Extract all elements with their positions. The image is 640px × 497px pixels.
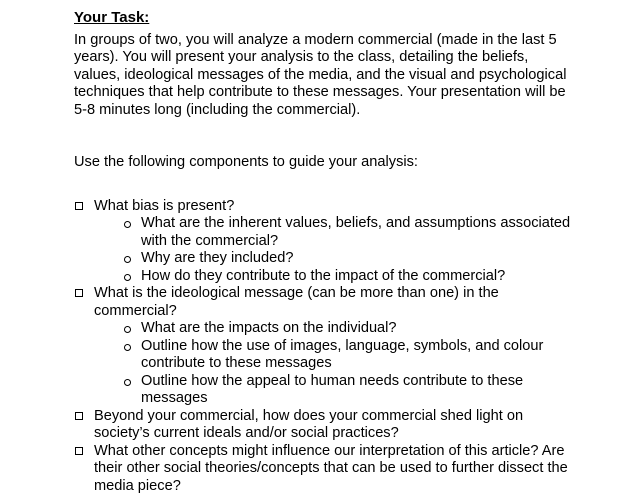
checklist-item — [74, 198, 574, 286]
sub-list-item — [122, 268, 574, 286]
sub-list-item-text: Outline how the use of images, language, symbols, and colour contribute to these messages — [141, 337, 544, 371]
checklist-item-text: What bias is present? — [94, 197, 235, 214]
checklist-item-text: What other concepts might influence our interpretation of this article? Are their other social theories/concepts that can be used to further dissect the media piece? — [94, 442, 568, 494]
checklist-item-text: What is the ideological message (can be more than one) in the commercial? — [94, 285, 499, 319]
hollow-bullet-icon — [124, 221, 131, 228]
hollow-bullet-icon — [124, 256, 131, 263]
components-lead-text: Use the following components to guide your analysis: — [74, 154, 418, 170]
sub-list — [94, 215, 574, 285]
task-document — [74, 9, 574, 495]
checkbox-icon — [75, 202, 83, 210]
hollow-bullet-icon — [124, 379, 131, 386]
checklist-item — [74, 285, 574, 408]
sub-list-item — [122, 215, 574, 250]
sub-list-item-text: What are the inherent values, beliefs, and assumptions associated with the commercial? — [141, 215, 571, 249]
checklist — [74, 198, 574, 496]
sub-list — [94, 320, 574, 408]
checklist-item — [74, 443, 574, 496]
task-heading: Your Task: — [74, 9, 150, 26]
task-intro-paragraph: In groups of two, you will analyze a modern commercial (made in the last 5 years). You will present your analysis to the class, detailing the beliefs, values, ideological messages of the media, and the visual and psychological techniques that help contribute to these messages. Your presentation will be 5-8 minutes long (including the commercial). — [74, 31, 567, 118]
checklist-item-text: Beyond your commercial, how does your commercial shed light on society’s current ideals and/or social practices? — [94, 407, 524, 441]
sub-list-item-text: How do they contribute to the impact of the commercial? — [141, 267, 506, 284]
checkbox-icon — [75, 412, 83, 420]
hollow-bullet-icon — [124, 326, 131, 333]
sub-list-item — [122, 373, 574, 408]
hollow-bullet-icon — [124, 274, 131, 281]
checklist-item — [74, 408, 574, 443]
sub-list-item — [122, 338, 574, 373]
sub-list-item-text: Outline how the appeal to human needs contribute to these messages — [141, 372, 524, 406]
checkbox-icon — [75, 289, 83, 297]
hollow-bullet-icon — [124, 344, 131, 351]
checkbox-icon — [75, 447, 83, 455]
sub-list-item-text: What are the impacts on the individual? — [141, 320, 397, 336]
sub-list-item-text: Why are they included? — [141, 250, 294, 266]
sub-list-item — [122, 320, 574, 338]
sub-list-item — [122, 250, 574, 268]
